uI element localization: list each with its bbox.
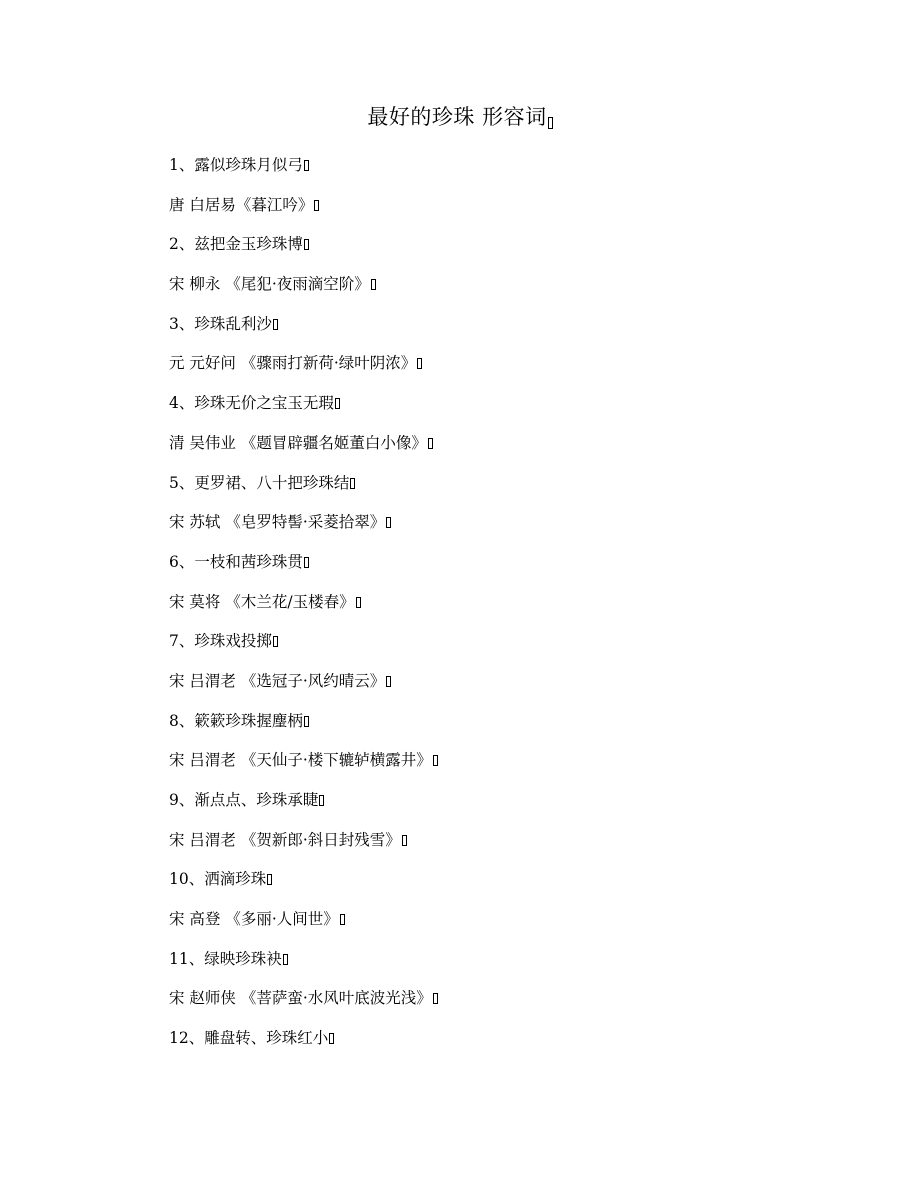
line-text: 4、珍珠无价之宝玉无瑕	[169, 394, 334, 413]
missing-glyph-icon	[386, 676, 391, 687]
line-text: 11、绿映珍珠袂	[169, 949, 282, 968]
poem-line	[169, 547, 869, 587]
document-title	[0, 100, 920, 134]
missing-glyph-icon	[428, 438, 433, 449]
line-text: 6、一枝和茜珍珠贯	[169, 552, 303, 571]
poem-line	[169, 944, 869, 984]
missing-glyph-icon	[371, 279, 376, 290]
missing-glyph-icon	[402, 835, 407, 846]
line-text: 2、兹把金玉珍珠博	[169, 235, 303, 254]
line-text: 7、珍珠戏投掷	[169, 632, 272, 651]
missing-glyph-icon	[329, 1033, 334, 1044]
source-line	[169, 428, 869, 468]
missing-glyph-icon	[304, 160, 309, 171]
missing-glyph-icon	[335, 398, 340, 409]
poem-line	[169, 309, 869, 349]
line-text: 1、露似珍珠月似弓	[169, 156, 303, 174]
source-line	[169, 666, 869, 706]
missing-glyph-icon	[314, 200, 319, 211]
line-text: 宋 高登 《多丽·人间世》	[169, 910, 339, 929]
source-line	[169, 825, 869, 865]
missing-glyph-icon	[267, 874, 272, 885]
source-line	[169, 269, 869, 309]
missing-glyph-icon	[319, 795, 324, 806]
missing-glyph-icon	[417, 358, 422, 369]
missing-glyph-icon	[340, 914, 345, 925]
source-line	[169, 507, 869, 547]
line-text: 5、更罗裙、八十把珍珠结	[169, 473, 350, 492]
poem-line	[169, 1023, 869, 1063]
line-text: 3、珍珠乱利沙	[169, 314, 272, 333]
source-line	[169, 587, 869, 627]
source-line	[169, 904, 869, 944]
missing-glyph-icon	[273, 319, 278, 330]
poem-line	[169, 388, 869, 428]
missing-glyph-icon	[350, 478, 355, 489]
line-text: 宋 吕渭老 《贺新郎·斜日封残雪》	[169, 830, 401, 849]
poem-line	[169, 150, 869, 190]
missing-glyph-icon	[304, 716, 309, 727]
missing-glyph-icon	[433, 755, 438, 766]
source-line	[169, 983, 869, 1023]
missing-glyph-icon	[304, 557, 309, 568]
missing-glyph-icon	[548, 117, 553, 129]
line-text: 12、雕盘转、珍珠红小	[169, 1029, 329, 1048]
missing-glyph-icon	[433, 993, 438, 1004]
line-text: 宋 赵师侠 《菩萨蛮·水风叶底波光浅》	[169, 989, 432, 1008]
line-text: 8、簌簌珍珠握麈柄	[169, 711, 303, 730]
missing-glyph-icon	[386, 517, 391, 528]
source-line	[169, 745, 869, 785]
missing-glyph-icon	[304, 239, 309, 250]
line-text: 唐 白居易《暮江吟》	[169, 195, 314, 214]
document-title-text: 最好的珍珠 形容词	[367, 105, 547, 129]
source-line	[169, 348, 869, 388]
line-text: 宋 莫将 《木兰花/玉楼春》	[169, 592, 355, 611]
poem-line	[169, 468, 869, 508]
missing-glyph-icon	[283, 954, 288, 965]
line-text: 9、渐点点、珍珠承睫	[169, 791, 319, 809]
missing-glyph-icon	[356, 597, 361, 608]
line-text: 宋 吕渭老 《选冠子·风约晴云》	[169, 671, 386, 690]
line-text: 宋 苏轼 《皂罗特髻·采菱拾翠》	[169, 513, 386, 532]
poem-line	[169, 229, 869, 269]
line-text: 宋 吕渭老 《天仙子·楼下辘轳横露井》	[169, 751, 432, 770]
poem-line	[169, 706, 869, 746]
missing-glyph-icon	[273, 636, 278, 647]
poem-line	[169, 626, 869, 666]
line-text: 元 元好问 《骤雨打新荷·绿叶阴浓》	[169, 354, 417, 373]
poem-line	[169, 864, 869, 904]
poem-line	[169, 785, 869, 825]
poem-lines	[169, 150, 869, 1063]
line-text: 10、洒滴珍珠	[169, 870, 267, 889]
line-text: 宋 柳永 《尾犯·夜雨滴空阶》	[169, 275, 370, 294]
source-line	[169, 190, 869, 230]
line-text: 清 吴伟业 《题冒辟疆名姬董白小像》	[169, 433, 427, 452]
